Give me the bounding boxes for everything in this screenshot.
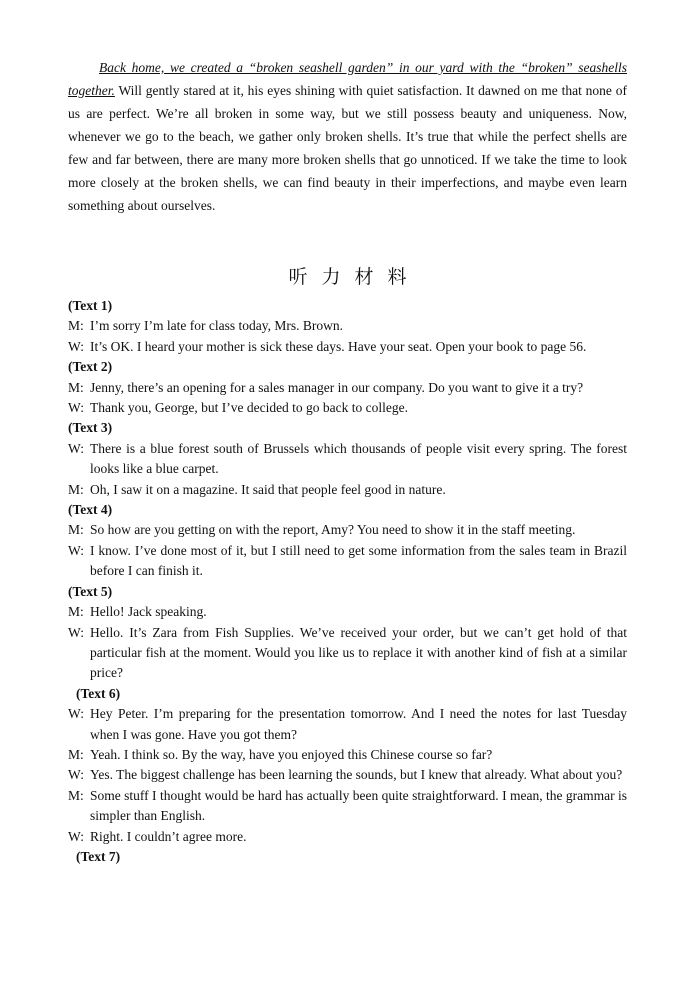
dialogue-line bbox=[68, 439, 627, 480]
utterance-text: I know. I’ve done most of it, but I still need to get some information from the sales team in Brazil before I can finish it. bbox=[90, 542, 627, 579]
dialogue-line bbox=[68, 398, 627, 418]
utterance-text: Yes. The biggest challenge has been learning the sounds, but I knew that already. What about you? bbox=[90, 767, 623, 783]
paragraph-lead-sentence: Back home, we created a “broken seashell garden” in our yard with the “broken” seashells together. bbox=[68, 60, 627, 98]
text-label: (Text 1) bbox=[68, 298, 113, 313]
speaker-label: M: bbox=[68, 481, 84, 497]
dialogue-line bbox=[68, 316, 627, 336]
text-section bbox=[68, 847, 627, 867]
text-label: (Text 5) bbox=[68, 583, 113, 599]
utterance-text: It’s OK. I heard your mother is sick these days. Have your seat. Open your book to page 56. bbox=[90, 338, 587, 354]
utterance-text: Jenny, there’s an opening for a sales manager in our company. Do you want to give it a try? bbox=[90, 379, 584, 395]
speaker-label: W: bbox=[68, 828, 84, 844]
text-section bbox=[68, 357, 627, 418]
dialogue-line bbox=[68, 378, 627, 398]
dialogue-line bbox=[68, 520, 627, 540]
dialogue-line bbox=[68, 623, 627, 684]
dialogue-line bbox=[68, 704, 627, 745]
utterance-text: Yeah. I think so. By the way, have you enjoyed this Chinese course so far? bbox=[90, 746, 493, 762]
speaker-label: W: bbox=[68, 767, 84, 783]
speaker-label: M: bbox=[68, 379, 84, 395]
text-label: (Text 4) bbox=[68, 502, 113, 518]
utterance-text: Hey Peter. I’m preparing for the presentation tomorrow. And I need the notes for last Tuesday when I was gone. Have you got them? bbox=[90, 706, 627, 742]
speaker-label: M: bbox=[68, 522, 84, 538]
text-section bbox=[68, 684, 627, 847]
speaker-label: M: bbox=[68, 604, 84, 620]
utterance-text: Oh, I saw it on a magazine. It said that people feel good in nature. bbox=[90, 481, 446, 497]
utterance-text: There is a blue forest south of Brussels which thousands of people visit every spring. The forest looks like a blue carpet. bbox=[90, 440, 627, 477]
dialogue-line bbox=[68, 745, 627, 765]
utterance-text: Right. I couldn’t agree more. bbox=[90, 828, 247, 844]
story-paragraph bbox=[68, 56, 627, 217]
utterance-text: Some stuff I thought would be hard has actually been quite straightforward. I mean, the grammar is simpler than English. bbox=[90, 787, 627, 824]
text-label: (Text 7) bbox=[76, 848, 121, 864]
utterance-text: Hello! Jack speaking. bbox=[90, 604, 207, 620]
dialogue-line bbox=[68, 602, 627, 622]
speaker-label: W: bbox=[68, 624, 84, 640]
text-section bbox=[68, 582, 627, 684]
speaker-label: M: bbox=[68, 787, 84, 803]
speaker-label: W: bbox=[68, 706, 84, 722]
dialogue-line bbox=[68, 786, 627, 827]
utterance-text: So how are you getting on with the report, Amy? You need to show it in the staff meeting. bbox=[90, 522, 576, 538]
paragraph-body: Will gently stared at it, his eyes shining with quiet satisfaction. It dawned on me that none of us are perfect. We’re all broken in some way, but we still possess beauty and uniqueness. Now, whenever we go to the beach, we gather only broken shells. It’s true that while the perfect shells are few and far between, there are many more broken shells that go unnoticed. If we take the time to look more closely at the broken shells, we can find beauty in their imperfections, and maybe even learn something about ourselves. bbox=[68, 83, 627, 213]
dialogue-line bbox=[68, 541, 627, 582]
speaker-label: W: bbox=[68, 440, 84, 456]
speaker-label: M: bbox=[68, 318, 84, 334]
text-section bbox=[68, 418, 627, 500]
dialogue-line bbox=[68, 827, 627, 847]
speaker-label: M: bbox=[68, 746, 84, 762]
text-section bbox=[68, 296, 627, 357]
text-label: (Text 2) bbox=[68, 359, 113, 375]
listening-transcript bbox=[68, 296, 627, 867]
dialogue-line bbox=[68, 337, 627, 357]
utterance-text: Thank you, George, but I’ve decided to go back to college. bbox=[90, 400, 409, 416]
section-title: 听力材料 bbox=[288, 266, 421, 288]
utterance-text: I’m sorry I’m late for class today, Mrs. Brown. bbox=[90, 318, 343, 334]
utterance-text: Hello. It’s Zara from Fish Supplies. We’ve received your order, but we can’t get hold of that particular fish at the moment. Would you like us to replace it with another kind of fish at a similar price? bbox=[90, 624, 627, 681]
speaker-label: W: bbox=[68, 542, 84, 558]
text-label: (Text 6) bbox=[76, 685, 121, 701]
dialogue-line bbox=[68, 765, 627, 785]
dialogue-line bbox=[68, 480, 627, 500]
speaker-label: W: bbox=[68, 400, 84, 416]
text-section bbox=[68, 500, 627, 582]
text-label: (Text 3) bbox=[68, 420, 113, 436]
speaker-label: W: bbox=[68, 338, 84, 354]
